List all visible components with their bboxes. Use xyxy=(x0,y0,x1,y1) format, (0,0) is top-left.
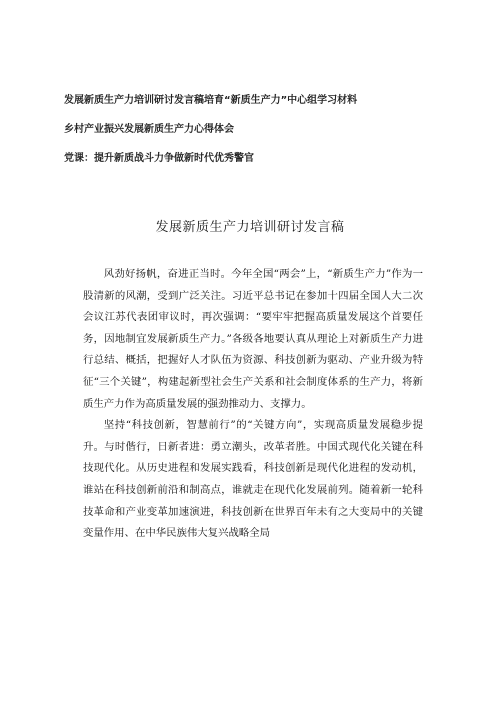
related-article-link[interactable]: 乡村产业振兴发展新质生产力心得体会 xyxy=(64,124,234,135)
related-article-link[interactable]: 发展新质生产力培训研讨发言稿培育“新质生产力”中心组学习材料 xyxy=(64,95,358,106)
document-title: 发展新质生产力培训研讨发言稿 xyxy=(155,220,345,235)
related-article-link[interactable]: 党课：提升新质战斗力争做新时代优秀警官 xyxy=(64,153,254,164)
related-articles-list xyxy=(64,94,444,181)
body-paragraph: 坚持“科技创新，智慧前行”的“关键方向”，实现高质量发展稳步提升。与时偕行，日新者进：勇立潮头，改革者胜。中国式现代化关键在科技现代化。从历史进程和发展实践看，科技创新是现代化进程的发动机，谁站在科技创新前沿和制高点，谁就走在现代化发展前列。随着新一轮科技革命和产业变革加速演进，科技创新在世界百年未有之大变局中的关键变量作用、在中华民族伟大复兴战略全局 xyxy=(83,419,423,540)
body-paragraph: 风劲好扬帆，奋进正当时。今年全国“两会”上，“新质生产力”作为一股清新的风潮，受到广泛关注。习近平总书记在参加十四届全国人大二次会议江苏代表团审议时，再次强调：“要牢牢把握高质量发展这个首要任务，因地制宜发展新质生产力。”各级各地要认真从理论上对新质生产力进行总结、概括，把握好人才队伍为资源、科技创新为驱动、产业升级为特征“三个关键”，构建起新型社会生产关系和社会制度体系的生产力，将新质生产力作为高质量发展的强劲推动力、支撑力。 xyxy=(83,268,423,410)
document-body xyxy=(83,264,423,545)
